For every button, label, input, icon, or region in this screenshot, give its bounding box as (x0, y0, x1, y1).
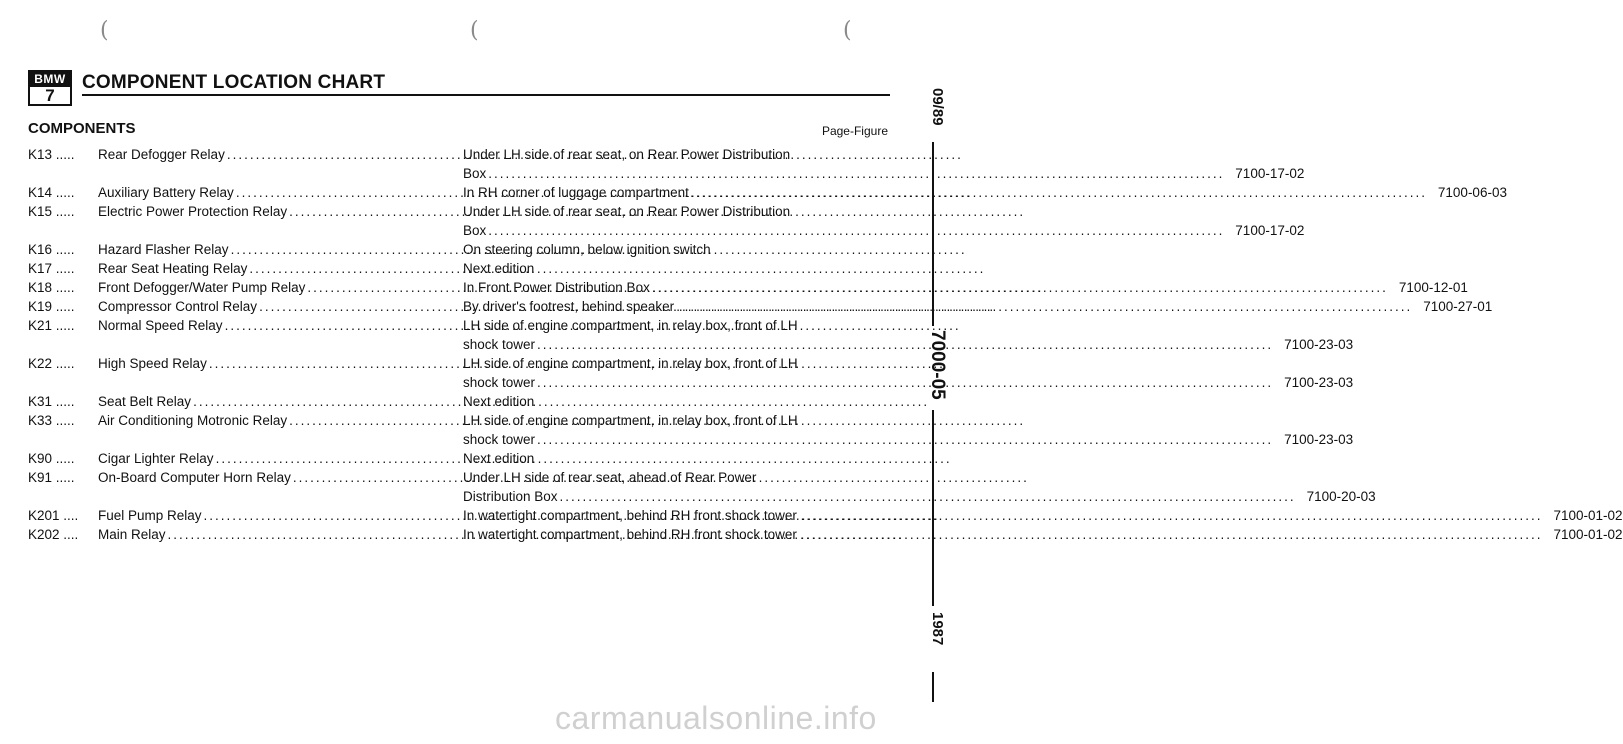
component-name-cell (98, 278, 445, 297)
page-figure-heading: Page-Figure (821, 124, 888, 138)
component-row (28, 202, 1305, 240)
component-code: K16 ..... (28, 242, 75, 257)
component-code: K33 ..... (28, 413, 75, 428)
component-name-cell (98, 259, 445, 278)
location-text: shock tower (463, 337, 536, 352)
location-text: Under LH side of rear seat, ahead of Rear Power (463, 470, 757, 485)
component-row (28, 525, 1623, 544)
location-text: Under LH side of rear seat, on Rear Power Distribution (463, 204, 791, 219)
leader-dots (535, 430, 1273, 449)
component-row (28, 145, 1305, 183)
component-name: Electric Power Protection Relay (98, 204, 288, 219)
component-name-cell (98, 449, 445, 468)
location-text: Box (463, 223, 487, 238)
watermark: carmanualsonline.info (555, 700, 877, 736)
component-name-cell (98, 525, 445, 544)
component-row (28, 259, 890, 278)
location-text: shock tower (463, 432, 536, 447)
component-row (28, 316, 1354, 354)
component-code: K18 ..... (28, 280, 75, 295)
component-code: K202 .... (28, 527, 79, 542)
component-location (445, 240, 890, 259)
component-name: Rear Defogger Relay (98, 147, 225, 162)
component-name: Seat Belt Relay (98, 394, 192, 409)
component-name-cell (98, 316, 445, 335)
component-code: K91 ..... (28, 470, 75, 485)
leader-dots (486, 221, 1224, 240)
margin-rule (932, 142, 934, 326)
location-text: In watertight compartment, behind RH front shock tower . (463, 508, 805, 523)
component-name: Front Defogger/Water Pump Relay (98, 280, 306, 295)
component-row (28, 278, 1468, 297)
location-text: Next edition (463, 394, 535, 409)
component-code: K31 ..... (28, 394, 75, 409)
page-figure-ref: 7100-01-02 (1553, 508, 1623, 523)
margin-year: 1987 (929, 612, 946, 646)
component-name: Air Conditioning Motronic Relay (98, 413, 288, 428)
location-text: In Front Power Distribution Box (463, 280, 650, 295)
bmw-7-series-logo (28, 70, 72, 106)
location-text: Next edition (463, 261, 535, 276)
section-heading: COMPONENTS (28, 120, 136, 137)
punch-mark: ( (100, 18, 109, 43)
leader-dots (804, 525, 1542, 544)
component-name: Fuel Pump Relay (98, 508, 202, 523)
location-text: In watertight compartment, behind RH front shock tower . (463, 527, 805, 542)
component-row (28, 411, 1354, 449)
leader-dots (558, 487, 1296, 506)
component-name-cell (98, 183, 445, 202)
component-location (445, 506, 1623, 525)
component-location (445, 259, 890, 278)
logo-series: 7 (45, 86, 55, 105)
punch-mark: ( (843, 18, 852, 43)
location-text: LH side of engine compartment, in relay box, front of LH (463, 356, 798, 371)
component-name: Main Relay (98, 527, 166, 542)
component-code: K14 ..... (28, 185, 75, 200)
location-text: Under LH side of rear seat, on Rear Power Distribution (463, 147, 791, 162)
component-name: On-Board Computer Horn Relay (98, 470, 291, 485)
page-figure-ref: 7100-23-03 (1284, 337, 1354, 352)
component-row (28, 449, 890, 468)
component-location (445, 392, 890, 411)
location-text: In RH corner of luggage compartment (463, 185, 689, 200)
page-figure-ref: 7100-12-01 (1398, 280, 1468, 295)
component-code: K13 ..... (28, 147, 75, 162)
page-title: COMPONENT LOCATION CHART (82, 72, 386, 93)
component-name-cell (98, 506, 445, 525)
component-location (445, 145, 1304, 183)
component-name-cell (98, 297, 445, 316)
leader-dots (674, 297, 1412, 316)
component-name: Hazard Flasher Relay (98, 242, 229, 257)
component-name-cell (98, 240, 445, 259)
location-text: Next edition (463, 451, 535, 466)
margin-section-number: 7000-05 (927, 330, 948, 400)
component-name: Cigar Lighter Relay (98, 451, 214, 466)
component-location (445, 411, 1353, 449)
component-location (445, 278, 1468, 297)
component-code: K22 ..... (28, 356, 75, 371)
margin-rule (932, 672, 934, 702)
component-name: High Speed Relay (98, 356, 207, 371)
page-figure-ref: 7100-17-02 (1235, 223, 1305, 238)
location-text: shock tower (463, 375, 536, 390)
component-row (28, 183, 1507, 202)
component-name-cell (98, 468, 445, 487)
component-row (28, 506, 1623, 525)
page-figure-ref: 7100-23-03 (1284, 375, 1354, 390)
punch-mark: ( (470, 18, 479, 43)
component-row (28, 468, 1376, 506)
component-name: Normal Speed Relay (98, 318, 223, 333)
leader-dots (486, 164, 1224, 183)
component-name: Compressor Control Relay (98, 299, 258, 314)
margin-date: 09/89 (929, 88, 946, 126)
component-location (445, 525, 1623, 544)
header-divider (82, 94, 890, 96)
location-text: LH side of engine compartment, in relay box, front of LH (463, 318, 798, 333)
leader-dots (535, 373, 1273, 392)
component-location (445, 468, 1376, 506)
component-code: K19 ..... (28, 299, 75, 314)
leader-dots (535, 335, 1273, 354)
component-code: K21 ..... (28, 318, 75, 333)
logo-brand: BMW (30, 72, 70, 87)
component-name-cell (98, 145, 445, 164)
location-text: Distribution Box (463, 489, 558, 504)
page-figure-ref: 7100-17-02 (1235, 166, 1305, 181)
component-row (28, 240, 890, 259)
component-location (445, 297, 1492, 316)
component-location (445, 202, 1304, 240)
component-code: K17 ..... (28, 261, 75, 276)
location-text: On steering column, below ignition switch (463, 242, 711, 257)
component-location (445, 316, 1353, 354)
location-text: By driver's footrest, behind speaker (463, 299, 675, 314)
page-figure-ref: 7100-20-03 (1306, 489, 1376, 504)
location-text: Box (463, 166, 487, 181)
leader-dots (650, 278, 1388, 297)
component-code: K90 ..... (28, 451, 75, 466)
component-name: Rear Seat Heating Relay (98, 261, 248, 276)
leader-dots (689, 183, 1427, 202)
component-code: K15 ..... (28, 204, 75, 219)
page-figure-ref: 7100-06-03 (1437, 185, 1507, 200)
component-name-cell (98, 202, 445, 221)
component-name-cell (98, 354, 445, 373)
component-row (28, 297, 1493, 316)
component-location (445, 449, 890, 468)
component-name-cell (98, 392, 445, 411)
page-figure-ref: 7100-01-02 (1553, 527, 1623, 542)
component-name: Auxiliary Battery Relay (98, 185, 234, 200)
component-location (445, 354, 1353, 392)
component-code: K201 .... (28, 508, 79, 523)
page-figure-ref: 7100-27-01 (1423, 299, 1493, 314)
leader-dots (804, 506, 1542, 525)
location-text: LH side of engine compartment, in relay box, front of LH (463, 413, 798, 428)
component-row (28, 392, 890, 411)
component-name-cell (98, 411, 445, 430)
page-figure-ref: 7100-23-03 (1284, 432, 1354, 447)
component-location (445, 183, 1507, 202)
margin-rule (932, 410, 934, 606)
